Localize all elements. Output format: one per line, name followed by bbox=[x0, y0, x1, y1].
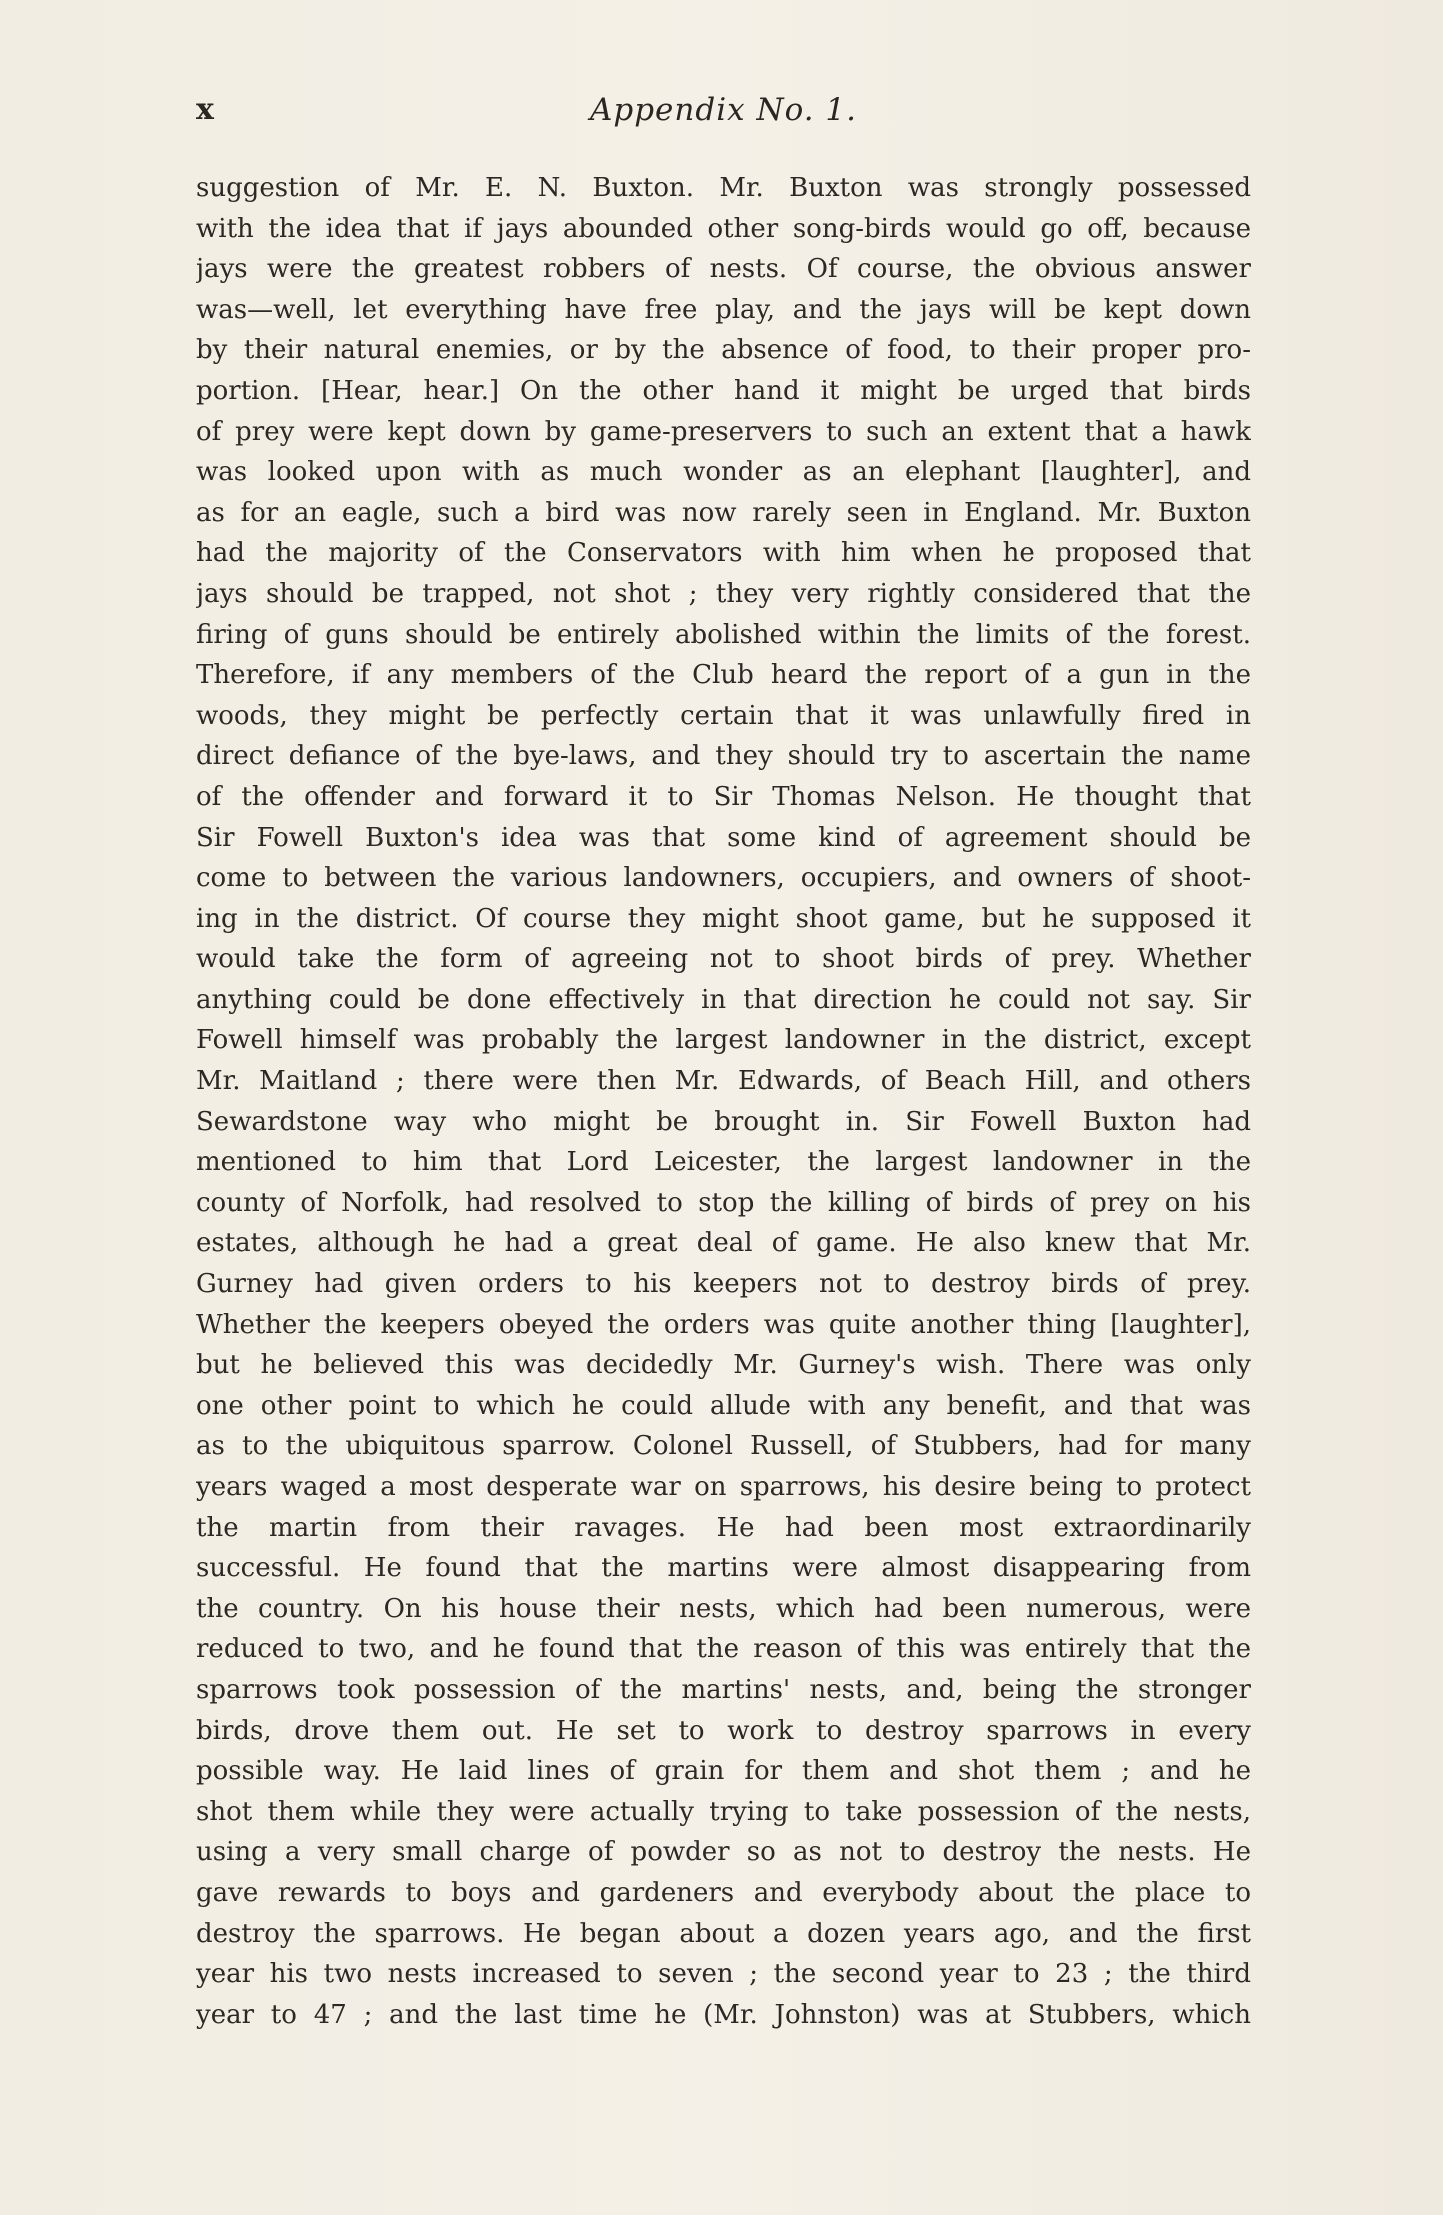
text-line: anything could be done effectively in that direction he could not say. Sir bbox=[196, 984, 1251, 1015]
text-line: Mr. Maitland ; there were then Mr. Edwards, of Beach Hill, and others bbox=[196, 1066, 1251, 1097]
text-line: the country. On his house their nests, which had been numerous, were bbox=[196, 1593, 1251, 1624]
text-line: with the idea that if jays abounded other song-birds would go off, because bbox=[196, 213, 1251, 244]
text-line: as for an eagle, such a bird was now rarely seen in England. Mr. Buxton bbox=[196, 497, 1251, 528]
text-line: was—well, let everything have free play, and the jays will be kept down bbox=[196, 294, 1251, 325]
text-line: sparrows took possession of the martins' nests, and, being the stronger bbox=[196, 1674, 1251, 1705]
text-line: jays should be trapped, not shot ; they very rightly considered that the bbox=[196, 578, 1251, 609]
text-line: of prey were kept down by game-preservers to such an extent that a hawk bbox=[196, 416, 1251, 447]
body-text bbox=[196, 168, 1251, 2035]
page-number: x bbox=[196, 92, 215, 127]
text-line: the martin from their ravages. He had been most extraordinarily bbox=[196, 1512, 1251, 1543]
text-line: woods, they might be perfectly certain that it was unlawfully fired in bbox=[196, 700, 1251, 731]
text-line: one other point to which he could allude with any benefit, and that was bbox=[196, 1390, 1251, 1421]
text-line: Therefore, if any members of the Club heard the report of a gun in the bbox=[196, 660, 1251, 691]
text-line: possible way. He laid lines of grain for them and shot them ; and he bbox=[196, 1756, 1251, 1787]
text-line: using a very small charge of powder so as not to destroy the nests. He bbox=[196, 1837, 1251, 1868]
text-line: come to between the various landowners, occupiers, and owners of shoot- bbox=[196, 863, 1251, 894]
text-line: years waged a most desperate war on sparrows, his desire being to protect bbox=[196, 1472, 1251, 1502]
text-line: county of Norfolk, had resolved to stop the killing of birds of prey on his bbox=[196, 1187, 1251, 1218]
text-line: destroy the sparrows. He began about a dozen years ago, and the first bbox=[196, 1918, 1251, 1949]
text-line: Sir Fowell Buxton's idea was that some kind of agreement should be bbox=[196, 822, 1251, 853]
text-line: estates, although he had a great deal of game. He also knew that Mr. bbox=[196, 1228, 1251, 1259]
text-line: as to the ubiquitous sparrow. Colonel Russell, of Stubbers, had for many bbox=[196, 1431, 1251, 1462]
text-line: gave rewards to boys and gardeners and everybody about the place to bbox=[196, 1877, 1251, 1908]
text-line: by their natural enemies, or by the absence of food, to their proper pro- bbox=[196, 335, 1251, 366]
text-line: of the offender and forward it to Sir Thomas Nelson. He thought that bbox=[196, 781, 1251, 812]
running-head: Appendix No. 1. bbox=[589, 92, 857, 128]
text-line: would take the form of agreeing not to shoot birds of prey. Whether bbox=[196, 944, 1251, 975]
text-line: Whether the keepers obeyed the orders was quite another thing [laughter], bbox=[196, 1309, 1251, 1340]
page-header bbox=[196, 92, 1251, 132]
text-line: successful. He found that the martins were almost disappearing from bbox=[196, 1553, 1251, 1584]
text-line: suggestion of Mr. E. N. Buxton. Mr. Buxton was strongly possessed bbox=[196, 173, 1251, 203]
text-line: firing of guns should be entirely abolished within the limits of the forest. bbox=[196, 619, 1251, 650]
text-line: year to 47 ; and the last time he (Mr. Johnston) was at Stubbers, which bbox=[196, 1999, 1251, 2030]
text-line: Sewardstone way who might be brought in. Sir Fowell Buxton had bbox=[196, 1106, 1251, 1137]
text-line: but he believed this was decidedly Mr. Gurney's wish. There was only bbox=[196, 1350, 1251, 1381]
text-line: birds, drove them out. He set to work to destroy sparrows in every bbox=[196, 1715, 1251, 1746]
text-line: jays were the greatest robbers of nests. Of course, the obvious answer bbox=[196, 254, 1251, 285]
text-line: Fowell himself was probably the largest landowner in the district, except bbox=[196, 1025, 1251, 1056]
text-line: was looked upon with as much wonder as an elephant [laughter], and bbox=[196, 457, 1251, 488]
text-line: Gurney had given orders to his keepers not to destroy birds of prey. bbox=[196, 1269, 1251, 1300]
text-line: shot them while they were actually trying to take possession of the nests, bbox=[196, 1796, 1251, 1827]
text-line: mentioned to him that Lord Leicester, the largest landowner in the bbox=[196, 1147, 1251, 1178]
text-line: reduced to two, and he found that the reason of this was entirely that the bbox=[196, 1634, 1251, 1665]
text-line: ing in the district. Of course they might shoot game, but he supposed it bbox=[196, 903, 1251, 934]
text-line: portion. [Hear, hear.] On the other hand it might be urged that birds bbox=[196, 375, 1251, 406]
text-line: year his two nests increased to seven ; the second year to 23 ; the third bbox=[196, 1959, 1251, 1990]
text-line: direct defiance of the bye-laws, and they should try to ascertain the name bbox=[196, 741, 1251, 772]
text-line: had the majority of the Conservators with him when he proposed that bbox=[196, 538, 1251, 569]
